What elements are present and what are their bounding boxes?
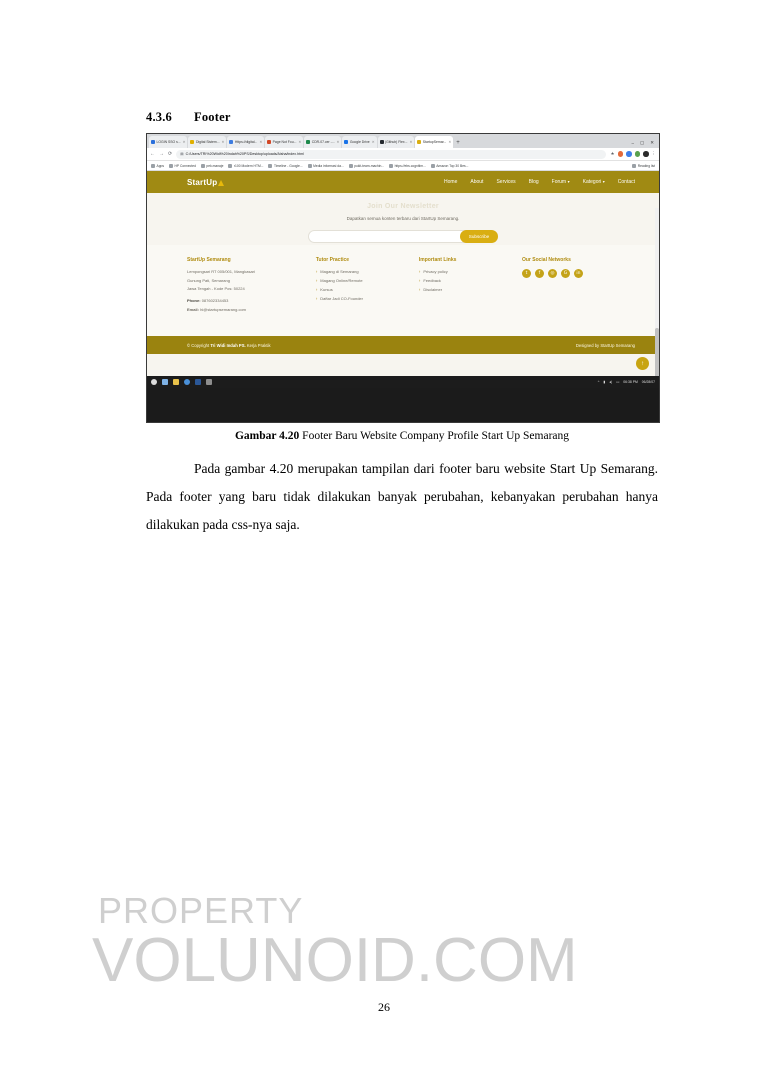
- footer-col-links-title: Important Links: [418, 257, 457, 263]
- nav-item-about[interactable]: About: [470, 179, 484, 185]
- tab-close-icon[interactable]: ✕: [259, 140, 263, 144]
- bookmark-favicon: [228, 164, 232, 168]
- reload-icon[interactable]: ⟳: [168, 151, 173, 157]
- footer-col-about: [187, 257, 316, 336]
- linkedin-icon[interactable]: in: [574, 269, 583, 278]
- tab-title: Page Not Fou...: [272, 140, 297, 144]
- footer-email-value[interactable]: hi@startupsemarang.com: [200, 306, 246, 312]
- bookmark-label: Apps: [156, 163, 165, 168]
- minimize-icon[interactable]: –: [631, 140, 634, 146]
- google-icon[interactable]: G: [561, 269, 570, 278]
- tab-favicon: [151, 140, 155, 144]
- apps-icon: [151, 164, 155, 168]
- folder-icon[interactable]: [173, 379, 179, 385]
- footer-tutor-list: [316, 269, 419, 303]
- bookmark-label: Reading list: [637, 163, 655, 168]
- taskbar-clock[interactable]: 06:38 PM: [623, 380, 638, 384]
- scroll-to-top-button[interactable]: ↑: [636, 357, 649, 370]
- figure-caption: [146, 430, 658, 442]
- footer-link[interactable]: › Privacy policy: [419, 269, 522, 276]
- tab-title: Google Drive: [349, 140, 370, 144]
- tab-favicon: [380, 140, 384, 144]
- copyright-suffix: Kerja Praktik: [246, 342, 271, 348]
- chevron-down-icon: ▾: [567, 179, 570, 184]
- footer-email-label: Email:: [187, 306, 200, 312]
- footer-col-tutor-title: Tutor Practice: [315, 257, 350, 263]
- footer-link[interactable]: › Magang di Semarang: [316, 269, 419, 276]
- site-nav-links[interactable]: [444, 179, 635, 185]
- footer-link[interactable]: › Feedback: [419, 278, 522, 285]
- footer-col-social: [522, 257, 625, 336]
- nav-item-blog[interactable]: Blog: [528, 179, 539, 185]
- taskbar-tray[interactable]: [598, 380, 655, 384]
- logo-up-text: Up: [206, 177, 218, 187]
- site-logo[interactable]: [187, 178, 224, 187]
- word-icon[interactable]: [195, 379, 201, 385]
- bookmark-favicon: [201, 164, 205, 168]
- mail-icon[interactable]: [206, 379, 212, 385]
- footer-phone-label: Phone:: [187, 298, 201, 303]
- extension-icon[interactable]: [618, 151, 624, 157]
- bookmark-favicon: [268, 164, 272, 168]
- reading-list-icon: [632, 164, 636, 168]
- nav-item-home[interactable]: Home: [444, 179, 458, 185]
- profile-icon[interactable]: [626, 151, 632, 157]
- tab-close-icon[interactable]: ✕: [336, 140, 340, 144]
- logo-start-text: Start: [187, 177, 207, 187]
- browser-tab[interactable]: [304, 136, 341, 148]
- reading-list-button[interactable]: [632, 164, 655, 168]
- back-icon[interactable]: ←: [150, 151, 155, 157]
- bookmark-item[interactable]: [389, 164, 426, 168]
- bookmark-favicon: [431, 164, 435, 168]
- website-viewport: [147, 171, 659, 376]
- footer-links-list: [419, 269, 522, 294]
- bookmark-item[interactable]: [201, 164, 224, 168]
- browser-tab[interactable]: [342, 136, 376, 148]
- extension2-icon[interactable]: [643, 151, 649, 157]
- section-heading-title: Footer: [194, 110, 231, 124]
- tab-close-icon[interactable]: ✕: [221, 140, 225, 144]
- chrome-icon[interactable]: [184, 379, 190, 385]
- tray-expand-icon[interactable]: ^: [597, 380, 600, 384]
- newsletter-form[interactable]: [147, 230, 659, 243]
- browser-tab[interactable]: [227, 136, 264, 148]
- bookmark-favicon: [349, 164, 353, 168]
- designed-by-label: Designed by StartUp Semarang: [575, 342, 635, 348]
- tab-title: Digital Sistem...: [195, 140, 220, 144]
- footer-copyright-bar: [147, 336, 659, 354]
- chevron-down-icon: ▾: [602, 179, 605, 184]
- bookmark-label: pek.manaje: [206, 163, 224, 168]
- star-icon[interactable]: ★: [610, 151, 615, 156]
- bookmark-label: HP Connected: [174, 163, 196, 168]
- tab-close-icon[interactable]: ✕: [298, 140, 302, 144]
- nav-item-forum-label: Forum: [551, 179, 567, 185]
- wifi-icon[interactable]: ▮: [603, 380, 606, 384]
- battery-icon[interactable]: ▭: [616, 380, 620, 384]
- tab-favicon: [417, 140, 421, 144]
- bookmark-item[interactable]: [151, 164, 164, 168]
- close-window-icon[interactable]: ✕: [650, 140, 654, 145]
- nav-item-kategori-label: Kategori: [582, 179, 602, 185]
- browser-tab[interactable]: [378, 136, 415, 148]
- bookmark-favicon: [169, 164, 173, 168]
- window-controls[interactable]: [627, 140, 657, 148]
- forward-icon[interactable]: →: [159, 151, 164, 157]
- menu-icon[interactable]: ⋮: [651, 151, 656, 156]
- browser-nav-icons[interactable]: [150, 151, 172, 157]
- footer-col-about-title: StartUp Semarang: [187, 257, 231, 263]
- bookmark-item[interactable]: [431, 164, 469, 168]
- tab-title: (Github) Flex...: [385, 140, 408, 144]
- site-navbar: [147, 171, 659, 193]
- footer-phone: [187, 298, 316, 304]
- account-icon[interactable]: [635, 151, 641, 157]
- nav-item-forum[interactable]: [552, 179, 570, 185]
- nav-item-contact[interactable]: Contact: [617, 179, 635, 185]
- bookmarks-bar[interactable]: [147, 161, 659, 171]
- instagram-icon[interactable]: ◎: [548, 269, 557, 278]
- search-icon[interactable]: [162, 379, 168, 385]
- footer-link[interactable]: › Disclaimer: [419, 287, 522, 294]
- bookmark-item[interactable]: [169, 164, 196, 168]
- browser-tab-active[interactable]: [415, 136, 453, 148]
- footer-address-line: Jawa Tengah - Kode Pos: 50224: [187, 286, 245, 291]
- bookmark-label: pukit-team-machin...: [354, 163, 385, 168]
- copyright-name: Tri Widi Indah PS.: [210, 342, 246, 348]
- footer-link[interactable]: › Magang Online/Remote: [316, 278, 419, 285]
- twitter-icon[interactable]: t: [522, 269, 531, 278]
- bookmark-item[interactable]: [349, 164, 384, 168]
- footer-link[interactable]: › Daftar Jadi CO-Founder: [316, 296, 419, 303]
- bookmark-label: Amazon Top 30 Bes...: [436, 163, 469, 168]
- subscribe-button[interactable]: Subscribe: [460, 230, 498, 243]
- tab-favicon: [344, 140, 348, 144]
- bookmark-favicon: [389, 164, 393, 168]
- bookmark-label: r100 Modern HTM...: [233, 163, 264, 168]
- tab-favicon: [267, 140, 271, 144]
- facebook-icon[interactable]: f: [535, 269, 544, 278]
- footer-columns: [147, 245, 659, 336]
- tab-title: LOGIN SSO s...: [156, 140, 181, 144]
- newsletter-section: [147, 193, 659, 245]
- file-icon: ▤: [180, 152, 184, 156]
- bookmark-label: Timeline - Google...: [273, 163, 303, 168]
- browser-tab[interactable]: [188, 136, 226, 148]
- newsletter-email-input[interactable]: [308, 230, 468, 243]
- bookmark-label: https://ebs.cognitim...: [394, 163, 426, 168]
- taskbar-date[interactable]: 06/28/07: [641, 380, 655, 384]
- section-heading: [146, 110, 231, 125]
- footer-address-line: Gunung Pati, Semarang: [187, 277, 230, 283]
- copyright-prefix: © Copyright: [187, 342, 210, 348]
- nav-item-kategori[interactable]: [583, 179, 605, 185]
- footer-col-links: [419, 257, 522, 336]
- address-actions[interactable]: [610, 151, 656, 157]
- tab-title: CDR-07.cer -...: [311, 140, 335, 144]
- bookmark-item[interactable]: [308, 164, 344, 168]
- bookmark-item[interactable]: [228, 164, 263, 168]
- section-heading-number: 4.3.6: [146, 110, 172, 124]
- maximize-icon[interactable]: ▢: [639, 140, 645, 145]
- watermark-line-1: PROPERTY: [98, 890, 304, 931]
- address-value: C:/Users/TRI%20Widi%20Indah%20PS/Desktop/uploads/Aisha/index.html: [185, 152, 304, 156]
- watermark-line-2: VOLUNOID.COM: [92, 926, 578, 995]
- caption-text: Footer Baru Website Company Profile Start Up Semarang: [302, 430, 570, 442]
- page-number: 26: [378, 1000, 390, 1014]
- windows-icon[interactable]: [151, 379, 157, 385]
- footer-address-line: Lempongsari RT 005/001, Mangkasari: [187, 269, 255, 274]
- browser-tab-strip[interactable]: [147, 134, 659, 148]
- scrollbar-thumb[interactable]: [655, 328, 659, 376]
- tab-favicon: [306, 140, 310, 144]
- nav-item-services[interactable]: Services: [496, 179, 516, 185]
- volume-icon[interactable]: ◂): [609, 380, 613, 384]
- footer-link[interactable]: › Kursus: [316, 287, 419, 294]
- new-tab-button[interactable]: +: [456, 140, 460, 146]
- logo-triangle-icon: [218, 180, 224, 186]
- figure-screenshot: [146, 133, 660, 423]
- tab-close-icon[interactable]: ✕: [182, 140, 186, 144]
- caption-label: Gambar 4.20: [234, 430, 300, 442]
- body-paragraph: Pada gambar 4.20 merupakan tampilan dari footer baru website Start Up Semarang. Pada footer yang baru tidak dilakukan banyak perubahan, kebanyakan perubahan hanya dilakukan pada css-nya saja.: [146, 461, 658, 532]
- tab-favicon: [229, 140, 233, 144]
- footer-email: [187, 307, 316, 313]
- tab-title: Https://digital...: [234, 140, 258, 144]
- newsletter-subtitle: Dapatkan semua konten terbaru dari StartUp Semarang.: [346, 216, 460, 221]
- bookmark-favicon: [308, 164, 312, 168]
- bookmark-label: Media informasi da...: [313, 163, 344, 168]
- footer-phone-value: 087602334453: [201, 298, 229, 303]
- address-input[interactable]: [176, 150, 606, 159]
- footer-col-tutor: [316, 257, 419, 336]
- tab-close-icon[interactable]: ✕: [448, 140, 452, 144]
- newsletter-title: Join Our Newsletter: [367, 203, 439, 210]
- social-icons[interactable]: [522, 269, 625, 278]
- tab-title: StartupSemar...: [422, 140, 447, 144]
- windows-taskbar[interactable]: [147, 376, 659, 388]
- browser-tab[interactable]: [149, 136, 187, 148]
- bookmark-item[interactable]: [268, 164, 302, 168]
- page-scrollbar[interactable]: [655, 208, 659, 376]
- footer-col-social-title: Our Social Networks: [521, 257, 571, 263]
- tab-close-icon[interactable]: ✕: [409, 140, 413, 144]
- browser-tab[interactable]: [265, 136, 303, 148]
- browser-address-bar[interactable]: [147, 148, 659, 161]
- tab-close-icon[interactable]: ✕: [371, 140, 375, 144]
- tab-favicon: [190, 140, 194, 144]
